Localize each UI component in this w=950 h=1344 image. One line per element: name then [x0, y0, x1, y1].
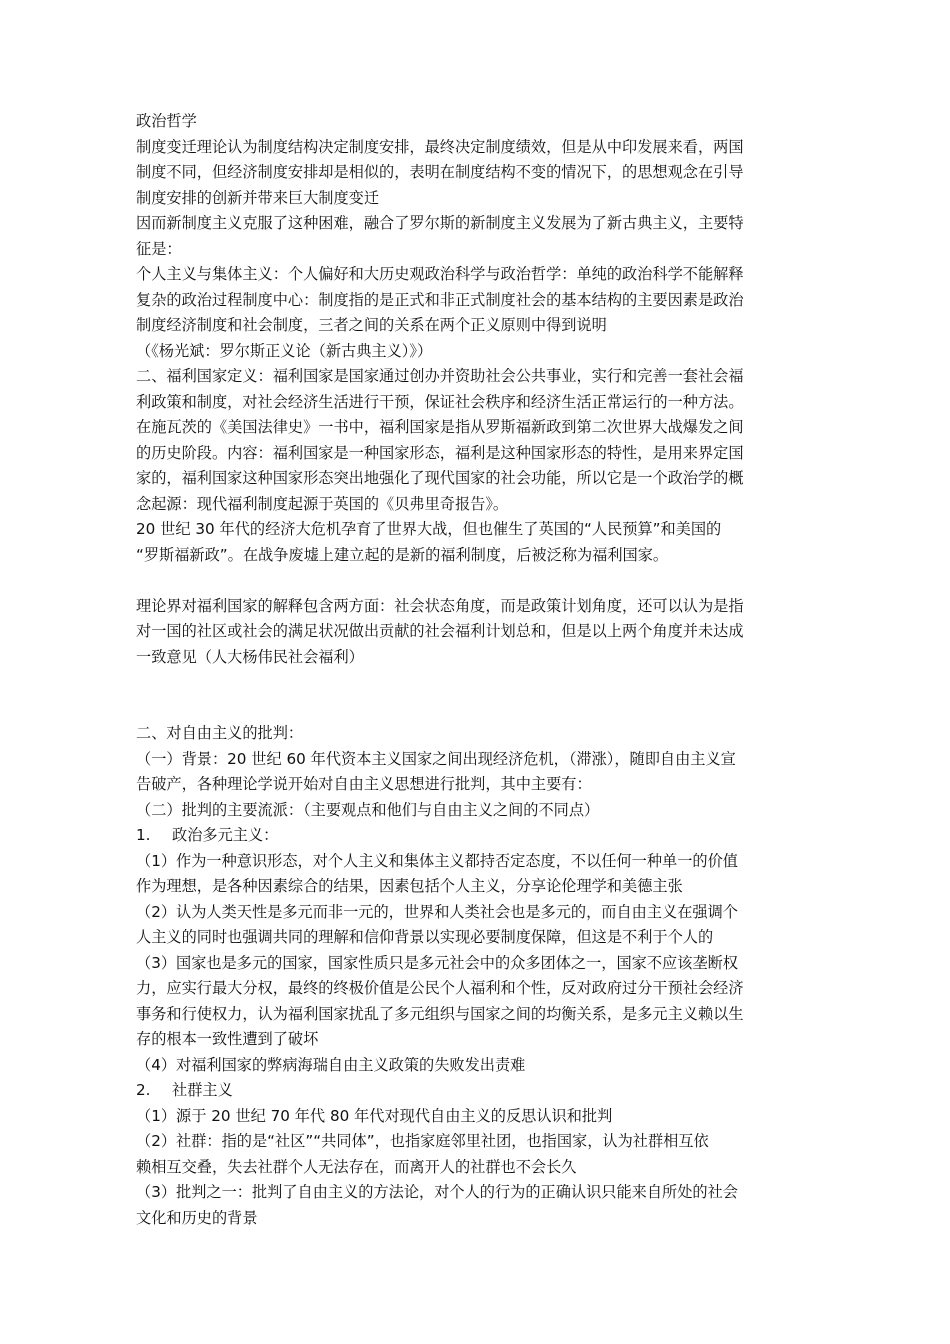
text-line: 制度经济制度和社会制度，三者之间的关系在两个正义原则中得到说明	[136, 316, 607, 334]
text-line: 制度变迁理论认为制度结构决定制度安排，最终决定制度绩效，但是从中印发展来看，两国	[136, 137, 744, 156]
text-line: （《杨光斌：罗尔斯正义论（新古典主义）》）	[136, 341, 433, 360]
text-line: （3）批判之一：批判了自由主义的方法论，对个人的行为的正确认识只能来自所处的社会	[136, 1183, 738, 1201]
text-line: （2）社群：指的是“社区”“共同体”，也指家庭邻里社团，也指国家，认为社群相互依	[136, 1132, 709, 1150]
text-line: 告破产，各种理论学说开始对自由主义思想进行批判，其中主要有：	[136, 775, 592, 793]
document-body	[136, 109, 826, 1231]
text-line: （4）对福利国家的弊病海瑞自由主义政策的失败发出责难	[136, 1055, 526, 1074]
item-text: 社群主义	[172, 1081, 233, 1099]
document-title: 政治哲学	[136, 112, 197, 130]
text-line: “罗斯福新政”。在战争废墟上建立起的是新的福利制度，后被泛称为福利国家。	[136, 545, 669, 564]
text-line: （1）作为一种意识形态，对个人主义和集体主义都持否定态度，不以任何一种单一的价值	[136, 851, 738, 870]
text-line: 的历史阶段。内容：福利国家是一种国家形态，福利是这种国家形态的特性，是用来界定国	[136, 443, 744, 462]
numbered-item-1	[136, 823, 826, 849]
text-line: 利政策和制度，对社会经济生活进行干预，保证社会秩序和经济生活正常运行的一种方法。	[136, 392, 744, 411]
text-line: 对一国的社区或社会的满足状况做出贡献的社会福利计划总和，但是以上两个角度并未达成	[136, 622, 744, 640]
text-line: 赖相互交叠，失去社群个人无法存在，而离开人的社群也不会长久	[136, 1157, 577, 1176]
text-line: （2）认为人类天性是多元而非一元的，世界和人类社会也是多元的，而自由主义在强调个	[136, 902, 738, 921]
numbered-item-2	[136, 1078, 826, 1104]
text-line: （1）源于 20 世纪 70 年代 80 年代对现代自由主义的反思认识和批判	[136, 1106, 613, 1125]
text-line: 家的，福利国家这种国家形态突出地强化了现代国家的社会功能，所以它是一个政治学的概	[136, 469, 744, 487]
text-line: （一）背景：20 世纪 60 年代资本主义国家之间出现经济危机，（滞涨），随即自由主义宣	[136, 749, 736, 768]
text-line: 20 世纪 30 年代的经济大危机孕育了世界大战，但也催生了英国的“人民预算”和美国的	[136, 520, 722, 538]
item-text: 政治多元主义：	[172, 826, 279, 844]
text-line: 文化和历史的背景	[136, 1208, 258, 1227]
text-line: 存的根本一致性遭到了破坏	[136, 1030, 319, 1048]
text-line: （3）国家也是多元的国家，国家性质只是多元社会中的众多团体之一，国家不应该垄断权	[136, 953, 738, 972]
item-number: 2.	[136, 1081, 151, 1099]
text-line: 理论界对福利国家的解释包含两方面：社会状态角度，而是政策计划角度，还可以认为是指	[136, 596, 744, 615]
blank-line	[136, 670, 826, 721]
item-number: 1.	[136, 826, 151, 844]
text-line: 征是：	[136, 239, 182, 258]
text-line: 制度安排的创新并带来巨大制度变迁	[136, 188, 379, 207]
text-line: 因而新制度主义克服了这种困难，融合了罗尔斯的新制度主义发展为了新古典主义，主要特	[136, 214, 744, 232]
text-line: 个人主义与集体主义：个人偏好和大历史观政治科学与政治哲学：单纯的政治科学不能解释	[136, 265, 744, 283]
text-line: 念起源：现代福利制度起源于英国的《贝弗里奇报告》。	[136, 494, 509, 513]
text-line: 一致意见（人大杨伟民社会福利）	[136, 647, 364, 666]
text-line: 力，应实行最大分权，最终的终极价值是公民个人福利和个性，反对政府过分干预社会经济	[136, 979, 744, 997]
text-line: 复杂的政治过程制度中心：制度指的是正式和非正式制度社会的基本结构的主要因素是政治	[136, 290, 744, 309]
text-line: （二）批判的主要流派：（主要观点和他们与自由主义之间的不同点）	[136, 800, 600, 819]
section-heading: 二、对自由主义的批判：	[136, 724, 304, 742]
text-line: 事务和行使权力，认为福利国家扰乱了多元组织与国家之间的均衡关系，是多元主义赖以生	[136, 1004, 744, 1023]
text-line: 作为理想，是各种因素综合的结果，因素包括个人主义，分享论伦理学和美德主张	[136, 877, 683, 895]
text-line: 在施瓦茨的《美国法律史》一书中，福利国家是指从罗斯福新政到第二次世界大战爆发之间	[136, 418, 744, 436]
blank-line	[136, 568, 826, 594]
text-line: 制度不同，但经济制度安排却是相似的，表明在制度结构不变的情况下，的思想观念在引导	[136, 163, 744, 181]
text-line: 二、福利国家定义：福利国家是国家通过创办并资助社会公共事业，实行和完善一套社会福	[136, 367, 744, 385]
text-line: 人主义的同时也强调共同的理解和信仰背景以实现必要制度保障，但这是不利于个人的	[136, 928, 714, 946]
